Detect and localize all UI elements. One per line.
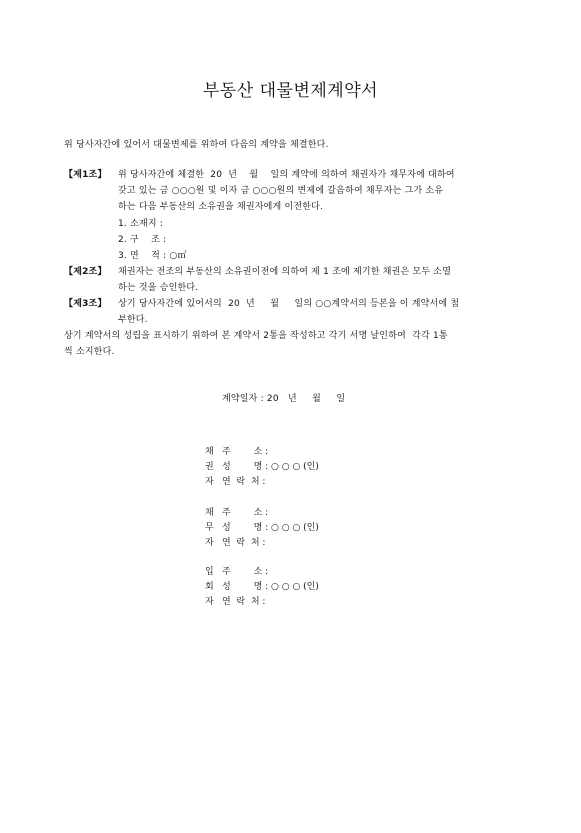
- article1-item-area: 3. 면 적 : ○㎡: [118, 251, 187, 261]
- address-field: 주 소 :: [222, 447, 269, 457]
- closing-line1: 상기 계약서의 성립을 표시하기 위하여 본 계약서 2통을 작성하고 각기 서명 날인하여 각각 1통: [64, 331, 448, 341]
- document-title: 부동산 대물변제계약서: [202, 81, 379, 101]
- role-char: 채: [205, 447, 214, 457]
- article1-label: 【제1조】: [64, 170, 107, 180]
- article1-line3: 하는 다음 부동산의 소유권을 채권자에게 이전한다.: [118, 202, 324, 212]
- article1-item-structure: 2. 구 조 :: [118, 235, 167, 245]
- name-field: 성 명 : ○ ○ ○ (인): [222, 462, 319, 472]
- contact-field: 연 락 처 :: [222, 597, 266, 607]
- article3-line2: 부한다.: [118, 315, 148, 325]
- article2-line2: 하는 것을 승인한다.: [118, 283, 199, 293]
- article1-item-location: 1. 소재지 :: [118, 219, 164, 229]
- role-char: 권: [205, 462, 214, 472]
- role-char: 자: [205, 538, 214, 548]
- article1-line2: 갖고 있는 금 ○○○원 및 이자 금 ○○○원의 변제에 갈음하여 채무자는 그가 소유: [118, 186, 444, 196]
- role-char: 회: [205, 582, 214, 592]
- contact-field: 연 락 처 :: [222, 477, 266, 487]
- article1-line1: 위 당사자간에 체결한 20 년 월 일의 계약에 의하여 채권자가 채무자에 대하여: [118, 170, 455, 180]
- article2-label: 【제2조】: [64, 267, 107, 277]
- role-char: 채: [205, 508, 214, 518]
- article2-line1: 채권자는 전조의 부동산의 소유권이전에 의하여 제 1 조에 제기한 채권은 모두 소멸: [118, 267, 452, 277]
- contract-date: 계약일자 : 20 년 월 일: [222, 394, 346, 404]
- intro-text: 위 당사자간에 있어서 대물변제를 위하여 다음의 계약을 체결한다.: [64, 140, 329, 150]
- role-char: 자: [205, 477, 214, 487]
- name-field: 성 명 : ○ ○ ○ (인): [222, 582, 319, 592]
- role-char: 입: [205, 567, 214, 577]
- contact-field: 연 락 처 :: [222, 538, 266, 548]
- name-field: 성 명 : ○ ○ ○ (인): [222, 523, 319, 533]
- role-char: 자: [205, 597, 214, 607]
- address-field: 주 소 :: [222, 508, 269, 518]
- address-field: 주 소 :: [222, 567, 269, 577]
- article3-line1: 상기 당사자간에 있어서의 20 년 월 일의 ○○계약서의 등본을 이 계약서에 첨: [118, 299, 460, 309]
- article3-label: 【제3조】: [64, 299, 107, 309]
- closing-line2: 씩 소지한다.: [64, 347, 115, 357]
- role-char: 무: [205, 523, 214, 533]
